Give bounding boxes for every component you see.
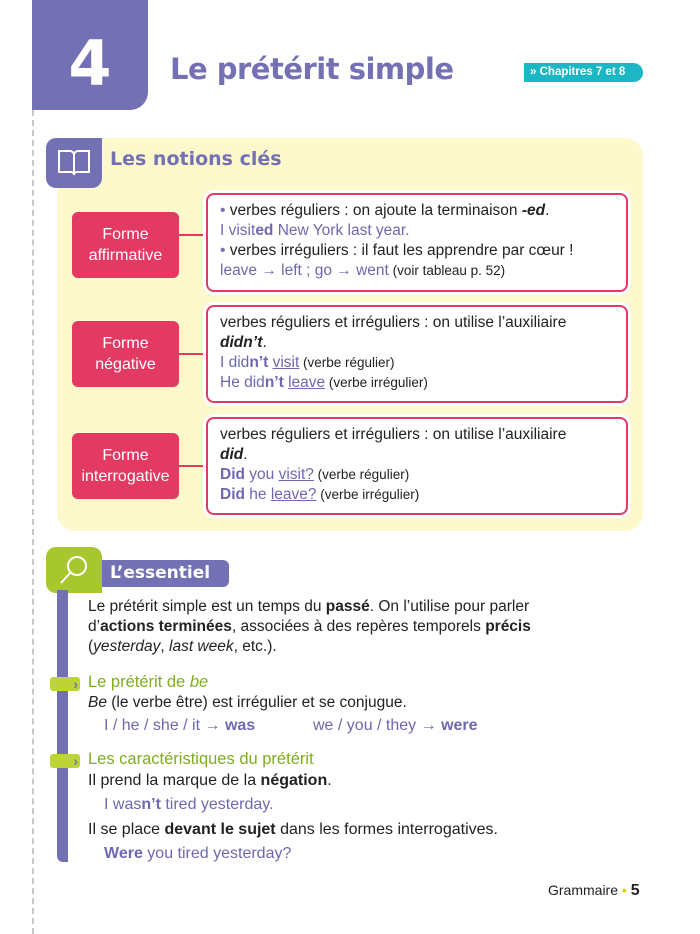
text-run: (le verbe être) est irrégulier et se conjugue. — [106, 694, 407, 711]
text-line — [220, 221, 616, 241]
text-run: we / you / they → — [313, 717, 442, 734]
text-run: visit — [272, 354, 300, 371]
text-run: actions terminées — [100, 618, 232, 635]
intro-paragraph — [88, 597, 531, 657]
text-run: n’t — [141, 796, 161, 813]
text-run: Were — [104, 845, 143, 862]
cut-line — [32, 110, 34, 934]
text-run: leave? — [270, 486, 317, 503]
text-run: you — [244, 466, 279, 483]
text-run: be — [189, 673, 209, 691]
text-line — [220, 465, 616, 485]
text-run: , associées à des repères temporels — [231, 618, 486, 635]
text-run: . On l’utilise pour parler — [369, 598, 530, 615]
text-run: (verbe régulier) — [313, 467, 410, 482]
text-line — [220, 201, 616, 221]
rule-box-affirmative — [206, 193, 628, 292]
text-run: (verbe irrégulier) — [316, 487, 420, 502]
text-run: yesterday — [93, 638, 161, 655]
text-line — [220, 425, 616, 445]
example-were — [313, 717, 478, 735]
example-question — [104, 845, 291, 863]
text-run: ed — [255, 222, 274, 239]
magnifier-icon — [46, 547, 102, 593]
text-run: n’t — [249, 354, 269, 371]
text-run: Il prend la marque de la — [88, 772, 261, 789]
text-run: were — [441, 717, 478, 734]
text-run: dans les formes interrogatives. — [275, 821, 498, 838]
text-run: I / he / she / it → — [104, 717, 225, 734]
text-run: leave — [288, 374, 326, 391]
char-line-1 — [88, 771, 332, 792]
section-heading-be — [88, 673, 208, 692]
text-run: n’t — [264, 374, 284, 391]
text-line — [220, 445, 616, 465]
text-line — [88, 617, 531, 637]
text-run: Did — [220, 466, 245, 483]
notions-title: Les notions clés — [110, 148, 282, 170]
text-run: d’ — [88, 618, 101, 635]
text-run: . — [545, 202, 550, 219]
text-run: (voir tableau p. 52) — [388, 263, 506, 278]
label-negative: Forme négative — [72, 321, 179, 387]
text-run: you tired yesterday? — [142, 845, 292, 862]
text-line — [88, 597, 531, 617]
chapter-number: 4 — [32, 0, 148, 110]
text-run: -ed — [521, 202, 546, 219]
text-run: Il se place — [88, 821, 165, 838]
page-title: Le prétérit simple — [170, 52, 454, 86]
text-run: . — [262, 334, 267, 351]
essentiel-title: L’essentiel — [102, 560, 229, 587]
text-line — [220, 373, 616, 393]
text-run: Did — [220, 486, 245, 503]
text-line — [88, 637, 531, 657]
example-negation — [104, 796, 274, 814]
text-run: . — [243, 446, 248, 463]
text-run: verbes réguliers et irréguliers : on utilise l’auxiliaire — [220, 314, 567, 331]
char-line-2 — [88, 820, 498, 841]
text-run: Be — [88, 694, 107, 711]
text-run: • — [220, 202, 230, 219]
text-line — [220, 261, 616, 281]
text-run: verbes réguliers : on ajoute la terminaison — [229, 202, 522, 219]
double-chevron-right-icon: » — [530, 66, 537, 78]
text-run: Les caractéristiques du prétérit — [88, 750, 314, 768]
text-run: (verbe régulier) — [299, 355, 395, 370]
text-line — [220, 333, 616, 353]
text-run: he — [244, 486, 271, 503]
text-run: He did — [220, 374, 265, 391]
footer-bullet: • — [621, 882, 627, 898]
section-heading-characteristics — [88, 750, 314, 769]
text-run: Le prétérit de — [88, 673, 190, 691]
text-run: didn’t — [220, 334, 263, 351]
text-run: précis — [485, 618, 531, 635]
text-run: was — [224, 717, 256, 734]
chapters-badge[interactable] — [524, 63, 643, 82]
text-line — [220, 485, 616, 505]
text-run: I visit — [220, 222, 256, 239]
example-was — [104, 717, 255, 735]
text-run: New York last year. — [273, 222, 410, 239]
text-run: last week — [169, 638, 234, 655]
text-run: . — [327, 772, 332, 789]
chevron-marker-icon: › — [50, 754, 80, 768]
text-line — [220, 313, 616, 333]
chevron-marker-icon: › — [50, 677, 80, 691]
text-run: négation — [260, 772, 328, 789]
text-run: I did — [220, 354, 250, 371]
text-run: leave → left ; go → went — [220, 262, 389, 279]
be-description — [88, 693, 407, 713]
connector — [178, 465, 206, 467]
label-interrogative: Forme interrogative — [72, 433, 179, 499]
rule-box-interrogative — [206, 417, 628, 515]
page-number: 5 — [630, 882, 640, 899]
text-run: verbes irréguliers : il faut les apprendre par cœur ! — [229, 242, 574, 259]
text-run: I was — [104, 796, 142, 813]
text-run: ( — [88, 638, 94, 655]
essentiel-bar — [57, 590, 68, 862]
text-run: , — [160, 638, 169, 655]
text-run: devant le sujet — [164, 821, 276, 838]
text-line — [88, 693, 407, 713]
text-run: tired yesterday. — [160, 796, 274, 813]
text-run: , etc.). — [233, 638, 277, 655]
text-run: visit? — [278, 466, 314, 483]
connector — [178, 353, 206, 355]
text-run: (verbe irrégulier) — [325, 375, 428, 390]
footer-section: Grammaire — [548, 882, 619, 898]
text-line — [220, 353, 616, 373]
text-run: did — [220, 446, 244, 463]
text-run: passé — [325, 598, 370, 615]
badge-label: Chapitres 7 et 8 — [539, 66, 626, 78]
text-run: verbes réguliers et irréguliers : on utilise l’auxiliaire — [220, 426, 567, 443]
text-line — [220, 241, 616, 261]
book-icon — [46, 138, 102, 188]
connector — [178, 234, 206, 236]
text-run: • — [220, 242, 230, 259]
text-run: Le prétérit simple est un temps du — [88, 598, 326, 615]
label-affirmative: Forme affirmative — [72, 212, 179, 278]
rule-box-negative — [206, 305, 628, 403]
page-footer — [548, 882, 640, 900]
